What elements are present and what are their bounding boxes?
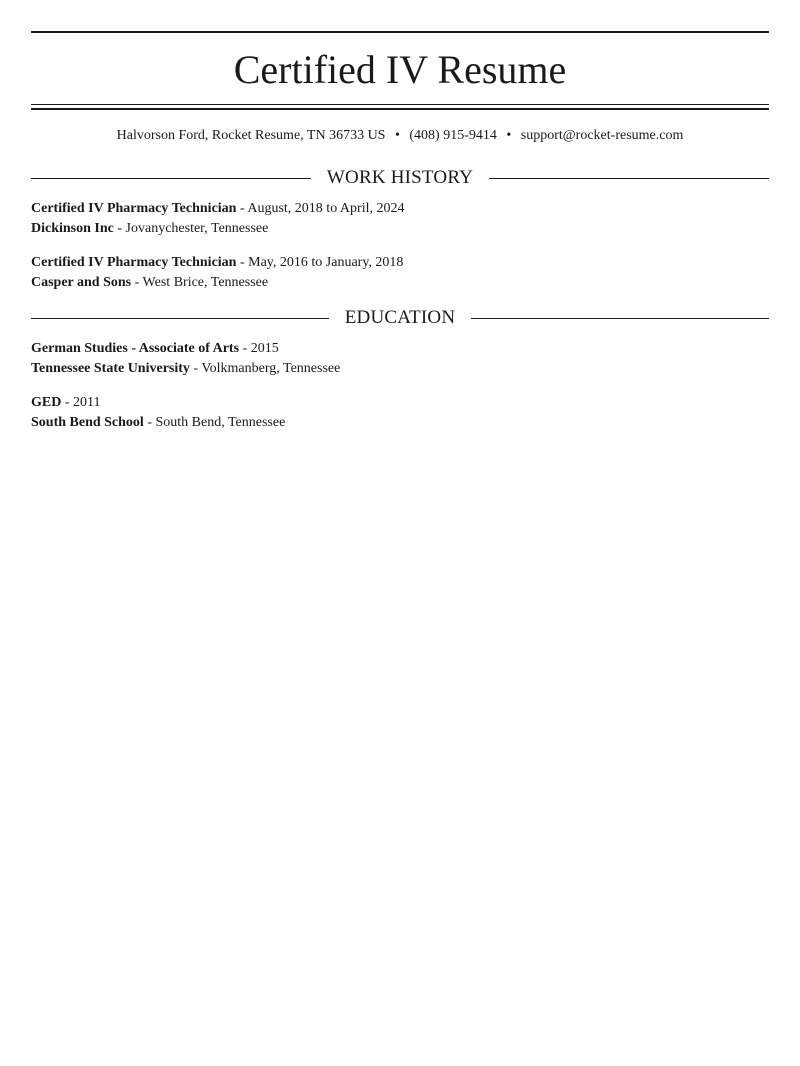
contact-separator: • [506, 128, 512, 143]
work-entry-employer: Dickinson Inc [31, 221, 114, 236]
title-double-rule [31, 104, 769, 110]
resume-page [0, 31, 800, 1066]
work-entry-role: Certified IV Pharmacy Technician [31, 255, 237, 270]
dash: - [147, 415, 156, 430]
work-entry-location: West Brice, Tennessee [142, 275, 269, 290]
education-entry-degree-line [31, 393, 769, 413]
education-entry-location: Volkmanberg, Tennessee [201, 361, 341, 376]
work-entry-role: Certified IV Pharmacy Technician [31, 201, 237, 216]
work-entry-role-line [31, 253, 769, 273]
education-entry-location: South Bend, Tennessee [155, 415, 286, 430]
education-entry-year: 2015 [250, 341, 279, 356]
education-entry-school: South Bend School [31, 415, 144, 430]
education-entry-school: Tennessee State University [31, 361, 190, 376]
heading-rule-left [31, 178, 311, 179]
dash: - [239, 201, 248, 216]
dash: - [242, 341, 251, 356]
dash: - [64, 395, 74, 410]
contact-email: support@rocket-resume.com [520, 128, 684, 143]
education-entry-school-line [31, 359, 769, 379]
work-entry-dates: May, 2016 to January, 2018 [248, 255, 404, 270]
contact-separator: • [394, 128, 400, 143]
education-heading-label: EDUCATION [344, 307, 456, 328]
heading-rule-right [489, 178, 769, 179]
dash: - [193, 361, 202, 376]
work-history-heading [31, 166, 769, 190]
contact-phone: (408) 915-9414 [409, 128, 497, 143]
education-entry-degree-line [31, 339, 769, 359]
work-entry-employer-line [31, 273, 769, 293]
resume-title: Certified IV Resume [233, 47, 567, 92]
heading-rule-right [471, 318, 769, 319]
heading-rule-left [31, 318, 329, 319]
dash: - [239, 255, 249, 270]
dash: - [134, 275, 143, 290]
work-entry-dates: August, 2018 to April, 2024 [247, 201, 405, 216]
contact-line [31, 127, 769, 145]
education-entry-degree: GED [31, 395, 62, 410]
work-entry-role-line [31, 199, 769, 219]
education-list [31, 339, 769, 433]
work-history-list [31, 199, 769, 293]
dash: - [117, 221, 126, 236]
education-entry [31, 339, 769, 379]
work-entry [31, 253, 769, 293]
work-entry-employer-line [31, 219, 769, 239]
education-heading [31, 306, 769, 330]
education-entry-school-line [31, 413, 769, 433]
contact-address: Halvorson Ford, Rocket Resume, TN 36733 US [116, 128, 386, 143]
top-rule [31, 31, 769, 33]
work-entry [31, 199, 769, 239]
education-entry-year: 2011 [73, 395, 101, 410]
work-entry-employer: Casper and Sons [31, 275, 132, 290]
education-entry [31, 393, 769, 433]
education-entry-degree: German Studies - Associate of Arts [31, 341, 240, 356]
work-entry-location: Jovanychester, Tennessee [125, 221, 269, 236]
work-history-heading-label: WORK HISTORY [326, 167, 474, 188]
